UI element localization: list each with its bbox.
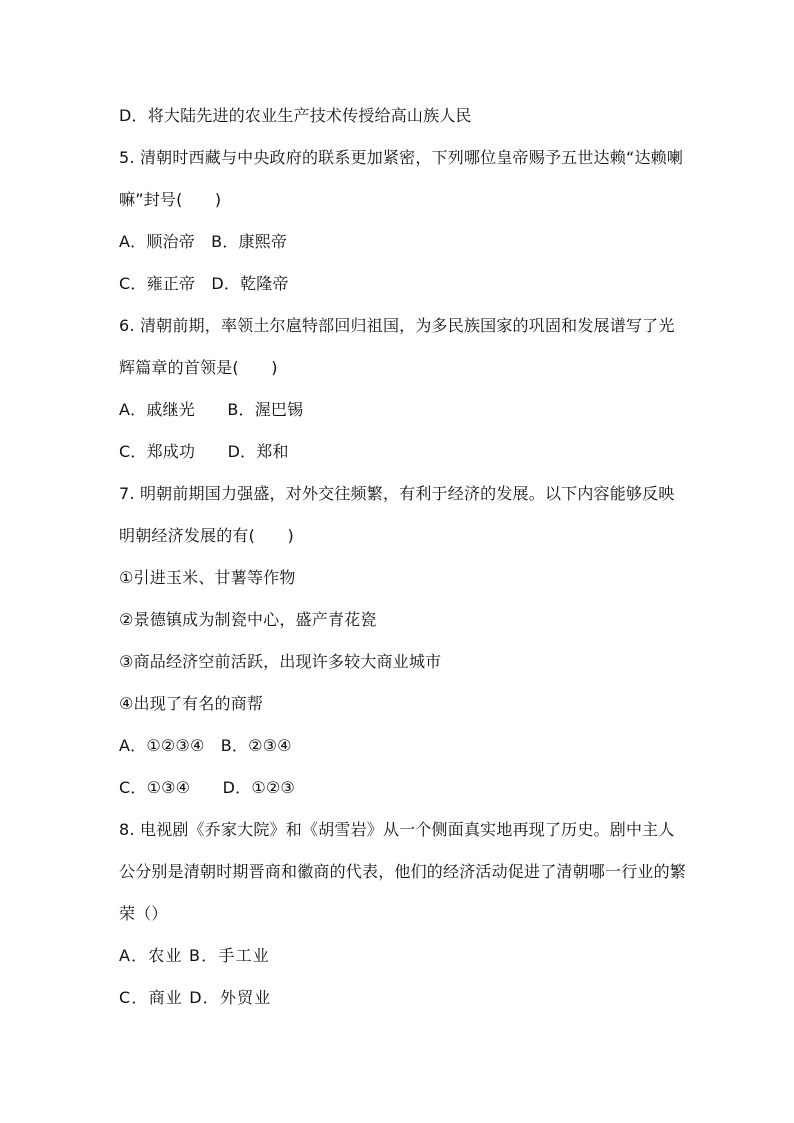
q7-item-3: ③商品经济空前活跃，出现许多较大商业城市 [119, 652, 442, 671]
q7-options-cd: C．①③④ D．①②③ [119, 778, 295, 797]
q8-options-cd: C．商业 D．外贸业 [119, 988, 272, 1007]
q5-options-ab: A．顺治帝 B．康熙帝 [119, 232, 288, 251]
q7-stem-line2: 明朝经济发展的有( ) [119, 526, 294, 545]
q8-stem-line3: 荣（） [119, 904, 168, 923]
q7-item-2: ②景德镇成为制瓷中心，盛产青花瓷 [119, 610, 377, 629]
q5-stem-line1: 5. 清朝时西藏与中央政府的联系更加紧密，下列哪位皇帝赐予五世达赖“达赖喇 [119, 148, 684, 167]
q7-options-ab: A．①②③④ B．②③④ [119, 736, 292, 755]
q8-stem-line2: 公分别是清朝时期晋商和徽商的代表，他们的经济活动促进了清朝哪一行业的繁 [119, 862, 687, 881]
q6-stem-line1: 6. 清朝前期，率领土尔扈特部回归祖国，为多民族国家的巩固和发展谱写了光 [119, 316, 675, 335]
q7-stem-line1: 7. 明朝前期国力强盛，对外交往频繁，有利于经济的发展。以下内容能够反映 [119, 484, 675, 503]
q6-options-ab: A．戚继光 B．渥巴锡 [119, 400, 304, 419]
q5-options-cd: C．雍正帝 D．乾隆帝 [119, 274, 289, 293]
q6-stem-line2: 辉篇章的首领是( ) [119, 358, 278, 377]
q5-stem-line2: 嘛”封号( ) [119, 190, 222, 209]
q7-item-4: ④出现了有名的商帮 [119, 694, 264, 713]
q8-options-ab: A．农业 B．手工业 [119, 946, 271, 965]
q7-item-1: ①引进玉米、甘薯等作物 [119, 568, 296, 587]
q6-options-cd: C．郑成功 D．郑和 [119, 442, 289, 461]
q8-stem-line1: 8. 电视剧《乔家大院》和《胡雪岩》从一个侧面真实地再现了历史。剧中主人 [119, 820, 675, 839]
q4-option-d: D．将大陆先进的农业生产技术传授给高山族人民 [119, 106, 472, 125]
